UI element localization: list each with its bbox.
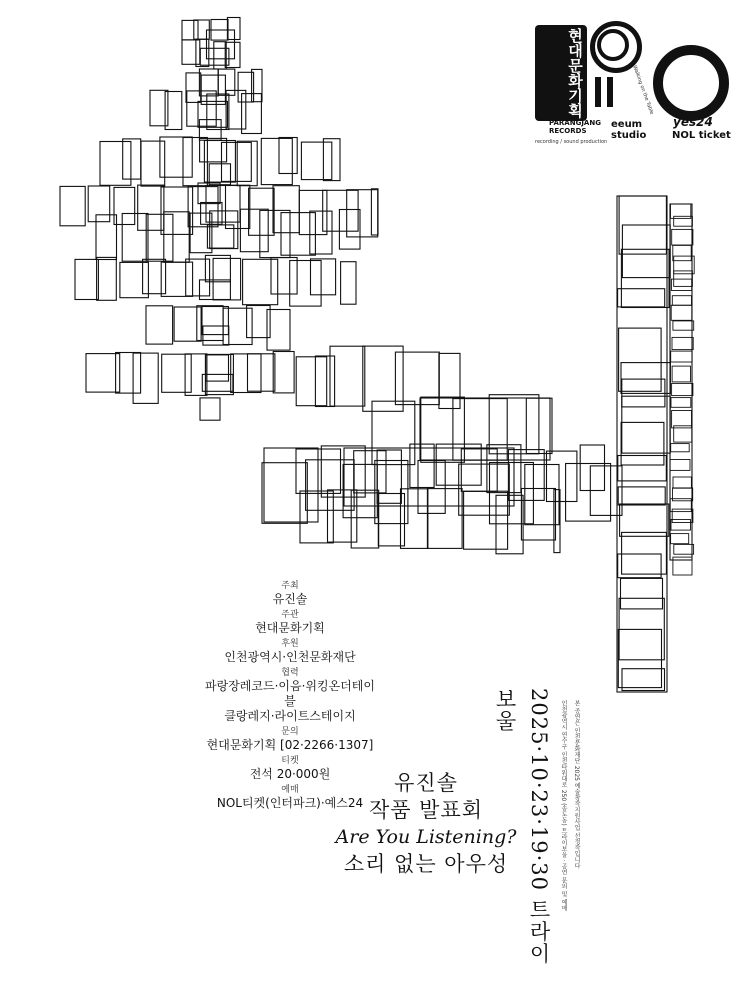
outline-rect	[243, 259, 278, 304]
title-artist: 유진솔	[394, 771, 458, 795]
credit-label: 주최	[281, 581, 299, 591]
outline-rect	[186, 259, 210, 296]
credit-value: NOL티켓(인터파크)·예스24	[216, 796, 364, 810]
outline-rect	[310, 211, 332, 254]
outline-rect	[146, 306, 173, 344]
outline-rect	[459, 464, 510, 515]
outline-rect	[301, 142, 331, 180]
outline-rect	[674, 544, 694, 554]
outline-rect	[146, 214, 173, 261]
outline-rect	[619, 328, 662, 391]
date-venue-vertical: 2025·10·23·19·30 트라이보울	[493, 688, 551, 965]
outline-rect	[328, 490, 357, 542]
outline-rect	[672, 229, 693, 245]
outline-rect	[671, 444, 690, 452]
outline-rect	[162, 354, 192, 392]
outline-rect	[240, 209, 268, 252]
credit-value: 유진솔	[272, 592, 308, 606]
outline-rect	[671, 305, 692, 320]
credit-host	[200, 609, 380, 636]
title-event: 작품 발표회	[368, 798, 484, 822]
outline-rect	[375, 461, 408, 524]
outline-rect	[671, 351, 692, 362]
outline-rect	[672, 411, 692, 428]
outline-rect	[203, 326, 229, 345]
outline-rect	[279, 138, 297, 174]
outline-rect	[213, 258, 241, 300]
credit-label: 티켓	[281, 756, 299, 766]
outline-rect	[618, 456, 667, 481]
credit-value: 현대문화기획 [02·2266·1307]	[206, 738, 374, 752]
outline-rect	[371, 189, 378, 235]
venue-detail-vertical: 인천광역시 연수구 인천타워대로 250 (송도동) 트라이보울 · 공연 문의 및 예매	[560, 700, 567, 912]
outline-rect	[339, 210, 360, 250]
outline-rect	[260, 210, 290, 257]
outline-rect	[618, 629, 661, 687]
outline-rect	[621, 422, 664, 465]
outline-rect	[566, 464, 611, 522]
outline-rect	[621, 249, 669, 307]
credit-label: 문의	[281, 727, 299, 737]
yes24-logo: yes24	[673, 115, 713, 129]
credit-sponsor	[200, 638, 380, 665]
credit-value: 전석 20·000원	[249, 767, 331, 781]
outline-rect	[487, 445, 521, 493]
outline-rect	[141, 141, 165, 186]
outline-rect	[290, 261, 321, 307]
outline-rect	[618, 289, 665, 307]
outline-rect	[201, 75, 225, 104]
outline-rect	[670, 460, 690, 471]
outline-rect	[622, 532, 667, 574]
outline-rect	[672, 366, 690, 382]
credit-inquiry	[200, 726, 380, 753]
outline-rect	[344, 448, 514, 506]
outline-rect	[621, 578, 663, 609]
outline-rect	[673, 477, 691, 488]
title-english: Are You Listening?	[335, 826, 517, 848]
outline-rect	[439, 353, 460, 408]
outline-rect	[237, 141, 257, 186]
outline-rect	[674, 216, 693, 226]
outline-rect	[673, 321, 694, 330]
outline-rect	[311, 259, 336, 295]
outline-rect	[672, 296, 691, 306]
logo-bar-2	[607, 77, 613, 107]
credit-partners	[200, 667, 380, 724]
outline-rect	[620, 504, 669, 536]
credit-label: 협력	[281, 668, 299, 678]
outline-rect	[123, 139, 141, 179]
outline-rect	[225, 42, 240, 67]
credit-label: 후원	[281, 639, 299, 649]
outline-rect	[273, 186, 299, 233]
walking-script-logo: Walking on the Table	[631, 64, 655, 116]
outline-rect	[622, 225, 670, 278]
outline-rect	[421, 397, 465, 462]
outline-rect	[343, 464, 377, 517]
outline-rect	[617, 196, 667, 692]
performance-title	[318, 770, 534, 878]
outline-rect	[618, 487, 665, 505]
outline-rect	[138, 185, 164, 230]
outline-rect	[410, 444, 434, 487]
credit-value: 현대문화기획	[255, 621, 325, 635]
outline-rect	[672, 383, 693, 395]
outline-rect	[377, 450, 401, 503]
nol-ticket-logo: NOL ticket	[672, 130, 731, 141]
outline-rect	[60, 186, 85, 225]
outline-rect	[133, 353, 158, 403]
outline-rect	[671, 520, 691, 531]
logo-ring-small	[597, 29, 629, 61]
parangjang-sub: recording / sound production	[535, 139, 608, 145]
outline-rect	[114, 187, 135, 224]
outline-rect	[464, 491, 508, 549]
outline-rect	[672, 337, 693, 349]
outline-rect	[330, 346, 365, 406]
outline-rect	[97, 257, 117, 300]
parangjang-logo: PARANGJANG RECORDS	[549, 119, 601, 135]
title-korean: 소리 없는 아우성	[343, 852, 509, 876]
outline-rect	[264, 448, 318, 522]
outline-rect	[315, 356, 334, 407]
credit-label: 예매	[281, 785, 299, 795]
outline-rect	[672, 509, 693, 522]
outline-rect	[271, 258, 297, 295]
outline-rect	[420, 398, 550, 460]
credit-value: 파랑장레코드·이음·위킹온더테이블	[205, 679, 375, 708]
outline-rect	[143, 259, 166, 293]
outline-rect	[341, 262, 356, 305]
hyundai-logo: 현대문화기획	[535, 25, 587, 121]
credit-label: 주관	[281, 610, 299, 620]
logo-ring-right	[653, 45, 729, 121]
eum-logo: eeum studio	[611, 119, 647, 141]
outline-rect	[354, 451, 386, 493]
outline-rect	[186, 73, 201, 103]
outline-rect	[200, 398, 220, 420]
outline-rect	[231, 354, 261, 393]
outline-rect	[347, 190, 378, 237]
outline-rect	[273, 352, 294, 393]
outline-rect	[671, 279, 691, 290]
outline-rect	[671, 398, 691, 408]
outline-rect	[300, 491, 333, 543]
outline-rect	[198, 101, 228, 127]
outline-rect	[296, 357, 327, 406]
outline-rect	[202, 307, 228, 335]
outline-rect	[200, 48, 229, 65]
credit-organizer	[200, 580, 380, 607]
outline-rect	[75, 259, 98, 299]
sponsor-logos	[535, 15, 731, 145]
outline-rect	[671, 534, 689, 544]
outline-rect	[621, 363, 670, 394]
outline-rect	[674, 271, 693, 287]
credit-value-2: 클랑레지·라이트스테이지	[224, 709, 356, 723]
outline-rect	[206, 355, 229, 381]
logo-bar-1	[595, 77, 601, 107]
venue-detail-vertical-2: 본 공연은 인천문화재단 2025 예술창작지원사업 선정작입니다	[573, 700, 580, 869]
credit-value: 인천광역시·인천문화재단	[224, 650, 356, 664]
outline-rect	[673, 245, 691, 260]
outline-rect	[622, 396, 670, 453]
outline-rect	[261, 138, 292, 184]
outline-rect	[580, 445, 604, 491]
outline-rect	[227, 18, 240, 40]
outline-rect	[182, 20, 198, 40]
outline-rect	[200, 280, 231, 300]
outline-rect	[88, 186, 110, 222]
outline-rect	[547, 451, 577, 501]
outline-rect	[164, 212, 189, 262]
outline-rect	[521, 489, 555, 541]
outline-rect	[249, 188, 275, 235]
outline-rect	[120, 262, 148, 297]
outline-rect	[86, 354, 120, 393]
outline-rect	[199, 69, 218, 96]
outline-rect	[182, 40, 200, 64]
outline-rect	[372, 401, 415, 464]
outline-rect	[306, 460, 355, 511]
